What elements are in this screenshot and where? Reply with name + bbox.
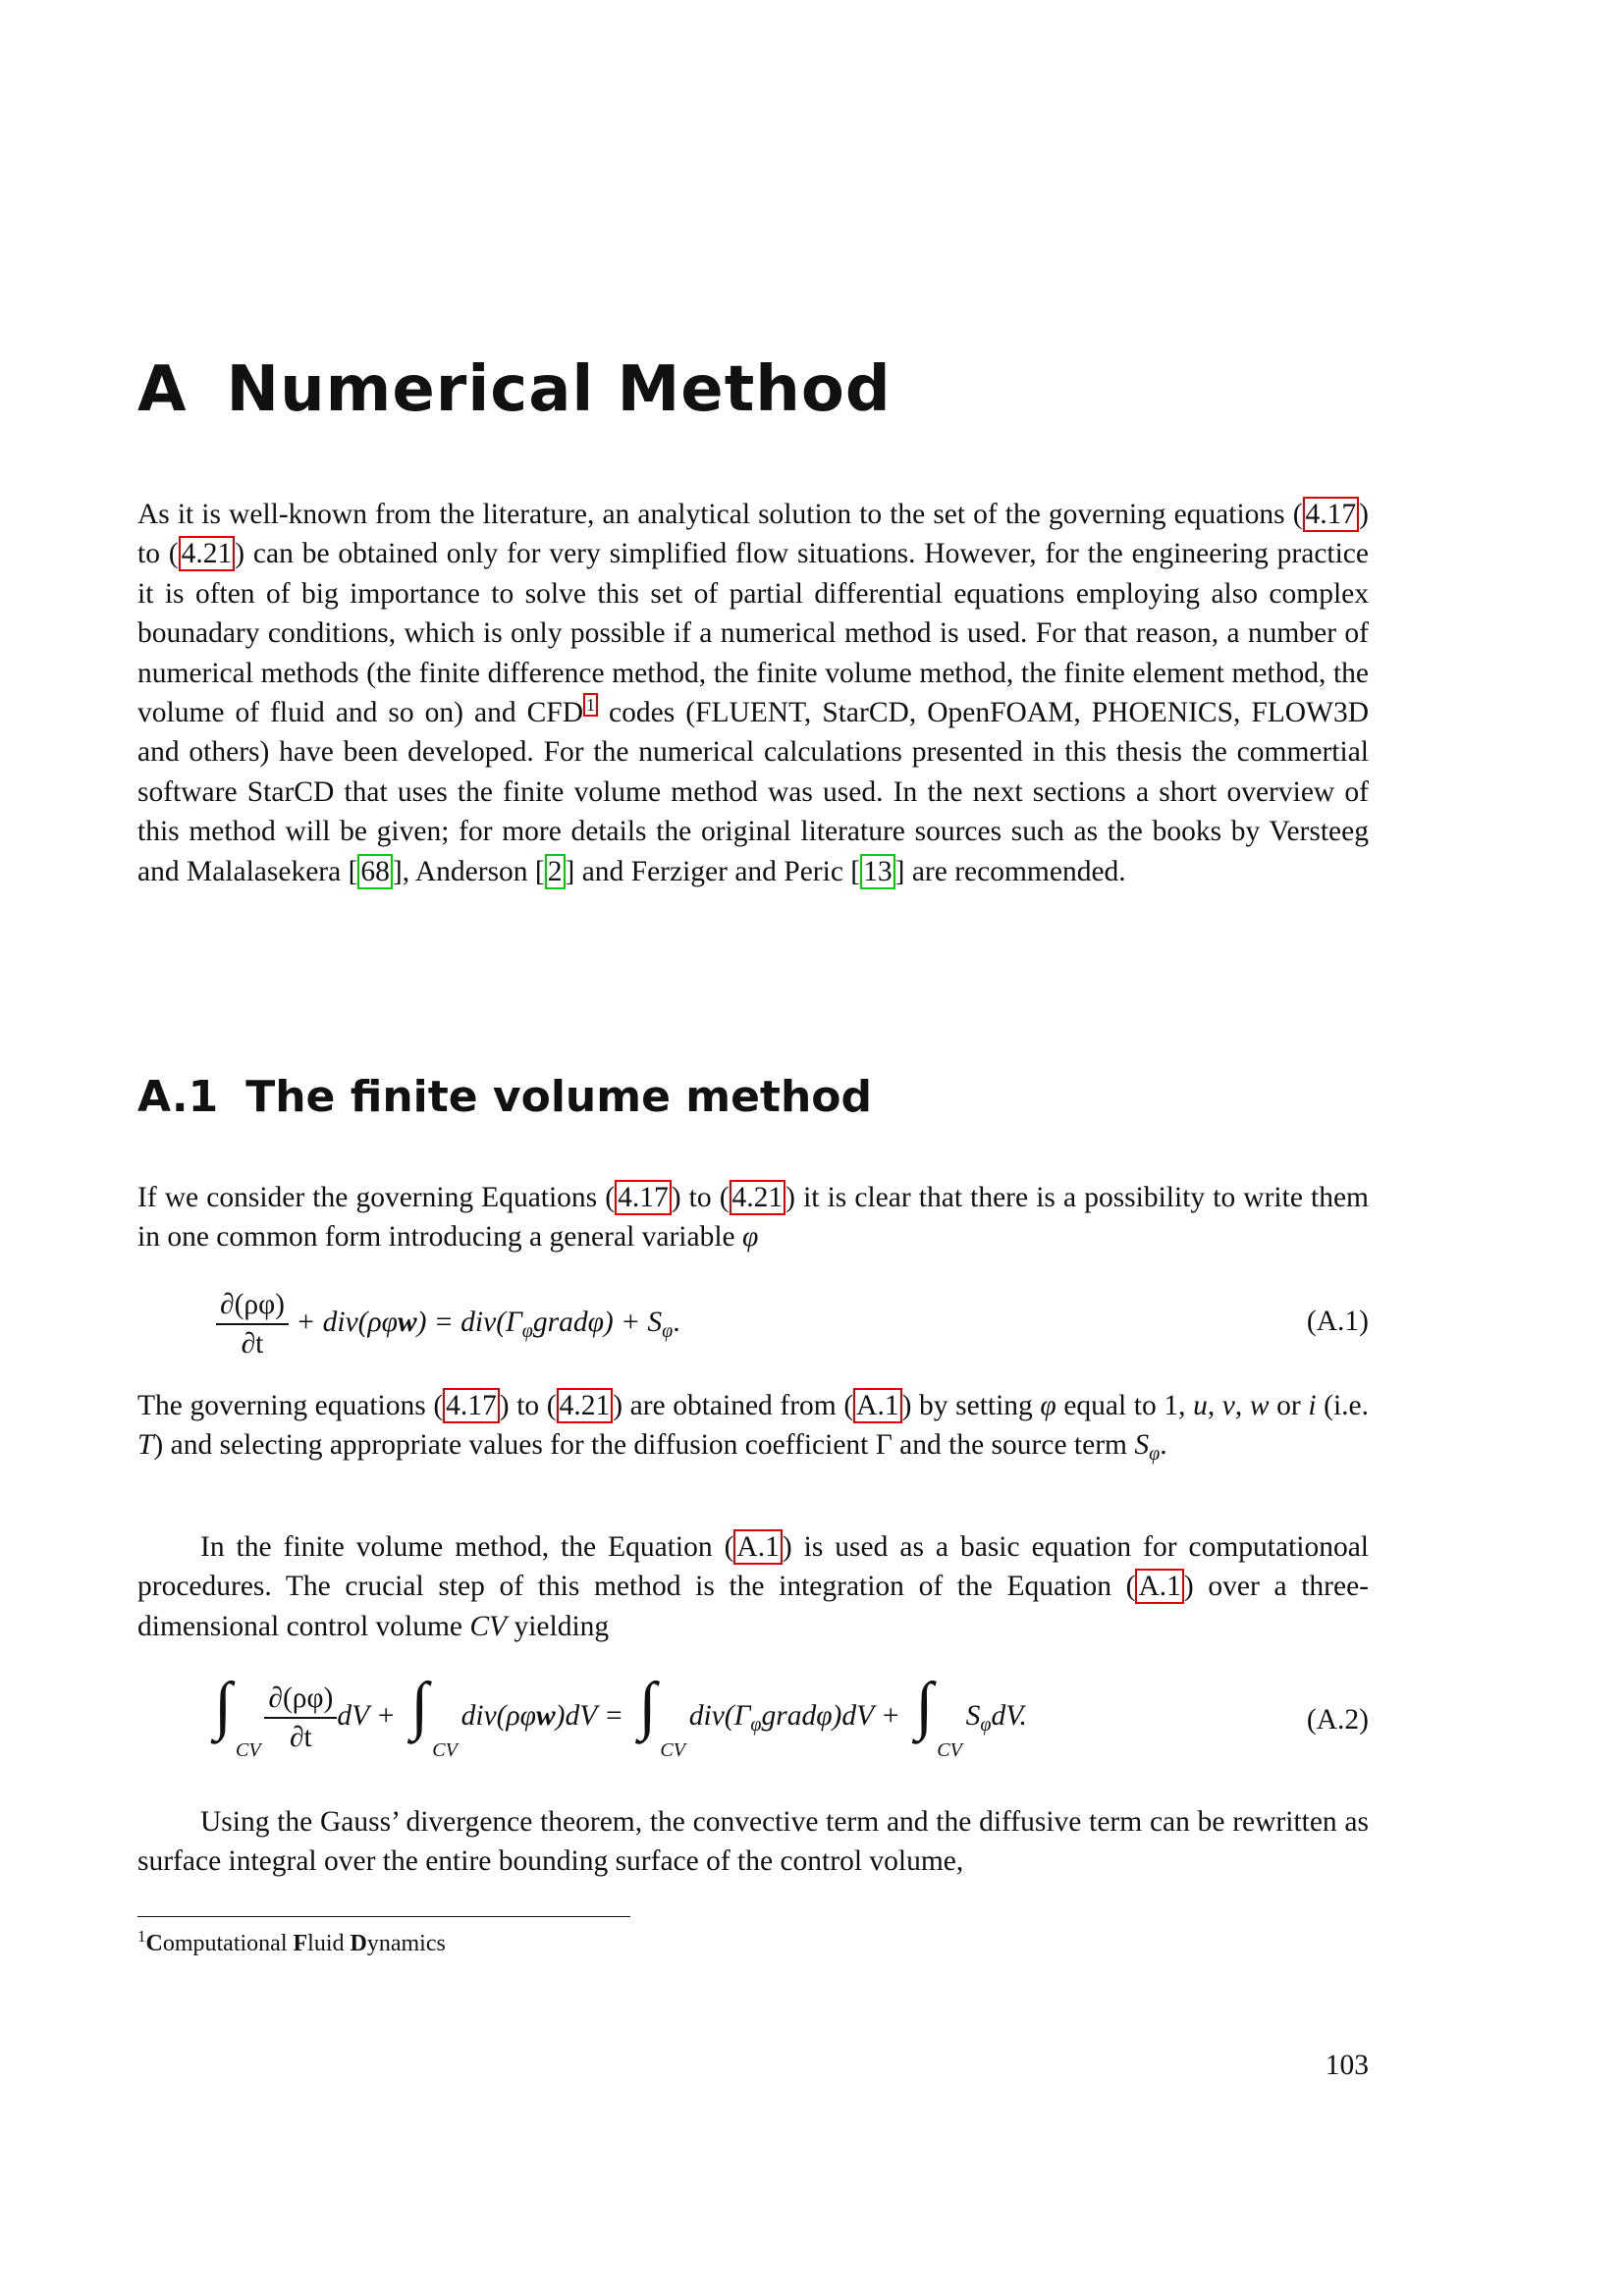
eq-ref-4-21[interactable]: 4.21 (730, 1180, 786, 1215)
paragraph-governing-equations: The governing equations ( 4.17 ) to ( 4.21 ) are obtained from ( A.1 ) by setting φ equal to 1, u, v, w or i (i.e. T) and selecting appropriate values for the diffusion coefficient Γ and the source term $S_\varphi$. (137, 1390, 1370, 1466)
chapter-title (137, 353, 892, 426)
citation-13[interactable]: 13 (860, 854, 895, 889)
citation-68[interactable]: 68 (357, 854, 393, 889)
eq-ref-a1[interactable]: A.1 (1135, 1569, 1183, 1604)
page-number: 103 (1325, 2050, 1369, 2081)
equation-number: (A.2) (1306, 1704, 1369, 1735)
equation-number: (A.1) (1306, 1306, 1369, 1337)
eq-ref-4-17[interactable]: 4.17 (443, 1388, 500, 1423)
eq-ref-4-21[interactable]: 4.21 (179, 536, 236, 571)
intro-paragraph: As it is well-known from the literature, an analytical solution to the set of the governing equations ( 4.17 ) to ( 4.21 ) can be obtained only for very simplified flow situations. However, for the engineering practice it is often of big importance to solve this set of partial differential equations employing also complex bounadary conditions, which is only possible if a numerical method is used. For that reason, a number of numerical methods (the finite difference method, the finite volume method, the finite element method, the volume of fluid and so on) and CFD $^1$ codes (FLUENT, StarCD, OpenFOAM, PHOENICS, FLOW3D and others) have been developed. For the numerical calculations presented in this thesis the commertial software StarCD that uses the finite volume method was used. In the next sections a short overview of this method will be given; for more details the original literature sources such as the books by Versteeg and Malalasekera [ 68 ], Anderson [ 2 ] and Ferziger and Peric [ 13 ] are recommended. (137, 499, 1369, 887)
time-derivative-fraction: $\frac{\partial(\rho\varphi)}{\partial t}$ (264, 1680, 337, 1756)
time-derivative-fraction: $\frac{\partial(\rho\varphi)}{\partial t}$ (216, 1286, 289, 1362)
footnote-ref[interactable]: 1 (583, 693, 598, 717)
eq-ref-4-21[interactable]: 4.21 (557, 1388, 614, 1423)
equation-a2: ∫ CV $\frac{\partial(\rho\varphi)}{\partial t}$ dV + ∫ CV div(ρφw)dV = ∫ CV $div(\Gamma_\varphi grad\varphi)dV$ + ∫ CV $S_\varphi dV$. (A.2) (137, 1673, 1369, 1771)
footnote: $^1$Computational Fluid Dynamics (137, 1927, 446, 1956)
chapter-letter: A (137, 353, 188, 426)
eq-ref-a1[interactable]: A.1 (853, 1388, 901, 1423)
integral-sign: ∫ CV (638, 1670, 685, 1761)
integral-sign: ∫ CV (410, 1670, 458, 1761)
integral-sign: ∫ CV (214, 1670, 261, 1761)
section-title (137, 1072, 872, 1122)
eq-ref-4-17[interactable]: 4.17 (1303, 497, 1360, 532)
paragraph-finite-volume: In the finite volume method, the Equation ( A.1 ) is used as a basic equation for computationoal procedures. The crucial step of this method is the integration of the Equation ( A.1 ) over a three-dimensional control volume CV yielding (137, 1531, 1370, 1642)
footnote-divider (137, 1916, 630, 1917)
citation-2[interactable]: 2 (545, 854, 566, 889)
section-number: A.1 (137, 1072, 219, 1122)
chapter-title-text: Numerical Method (226, 353, 892, 426)
eq-ref-a1[interactable]: A.1 (733, 1529, 782, 1565)
section-title-text: The finite volume method (245, 1072, 873, 1122)
eq-ref-4-17[interactable]: 4.17 (615, 1180, 672, 1215)
integral-sign: ∫ CV (915, 1670, 962, 1761)
paragraph-general-form: If we consider the governing Equations ( 4.17 ) to ( 4.21 ) it is clear that there is a possibility to write them in one common form introducing a general variable φ (137, 1182, 1370, 1254)
paragraph-gauss-divergence: Using the Gauss’ divergence theorem, the convective term and the diffusive term can be rewritten as surface integral over the entire bounding surface of the control volume, (137, 1806, 1369, 1878)
equation-a1: $\frac{\partial(\rho\varphi)}{\partial t}$ + $div(\rho\varphi w) = div(\Gamma_\varphi grad\varphi) + S_\varphi$. (A.1) (137, 1286, 1369, 1364)
